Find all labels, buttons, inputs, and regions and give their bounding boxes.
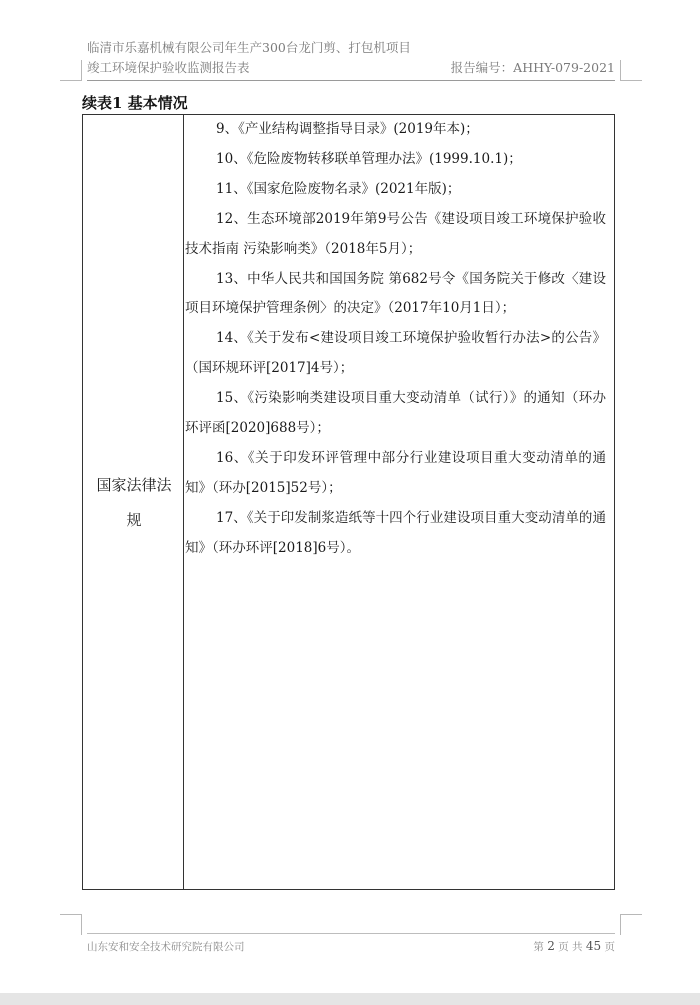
basic-info-table	[82, 114, 615, 890]
law-item-11: 11、《国家危险废物名录》(2021年版)；	[216, 180, 461, 197]
page-header	[87, 38, 615, 78]
current-page-number: 2	[547, 939, 555, 953]
crop-mark-bottom-right-v	[620, 914, 621, 935]
crop-mark-bottom-right-h	[620, 914, 642, 915]
crop-mark-top-left-v	[81, 60, 82, 81]
page-counter	[533, 939, 615, 954]
section-title: 续表1 基本情况	[82, 94, 188, 112]
table-label-column	[83, 115, 184, 889]
page-prefix: 第	[533, 941, 544, 953]
table-content-column	[185, 115, 606, 564]
total-pages: 45	[585, 939, 602, 953]
law-item-12: 12、生态环境部2019年第9号公告《建设项目竣工环境保护验收技术指南 污染影响类》（2018年5月）；	[185, 210, 606, 257]
law-item-14: 14、《关于发布<建设项目竣工环境保护验收暂行办法>的公告》（国环规环评[2017]4号）；	[185, 330, 606, 377]
page-suffix: 页	[604, 941, 615, 953]
law-item-17: 17、《关于印发制浆造纸等十四个行业建设项目重大变动清单的通知》（环办环评[2018]6号）。	[185, 509, 606, 556]
header-project-title: 临清市乐嘉机械有限公司年生产300台龙门剪、打包机项目	[87, 40, 411, 55]
crop-mark-bottom-left-h	[60, 914, 82, 915]
viewer-bottom-band	[0, 993, 700, 1005]
header-report-line	[87, 58, 615, 78]
page-mid: 页 共	[558, 941, 583, 953]
law-item-9: 9、《产业结构调整指导目录》(2019年本)；	[216, 121, 479, 137]
crop-mark-top-right-h	[620, 80, 642, 81]
footer-company: 山东安和安全技术研究院有限公司	[87, 941, 245, 953]
footer-divider	[87, 933, 615, 934]
page-footer	[87, 939, 615, 955]
law-item-10: 10、《危险废物转移联单管理办法》(1999.10.1)；	[216, 150, 522, 167]
crop-mark-top-left-h	[60, 80, 82, 81]
law-item-13: 13、中华人民共和国国务院 第682号令《国务院关于修改〈建设项目环境保护管理条例〉的决定》（2017年10月1日）；	[185, 270, 606, 317]
law-item-16: 16、《关于印发环评管理中部分行业建设项目重大变动清单的通知》（环办[2015]52号）；	[185, 449, 606, 496]
row-label-national-laws: 国家法律法规	[96, 476, 172, 529]
crop-mark-bottom-left-v	[81, 914, 82, 935]
header-report-type: 竣工环境保护验收监测报告表	[87, 60, 250, 75]
header-divider	[87, 80, 615, 81]
crop-mark-top-right-v	[620, 60, 621, 81]
header-report-number: 报告编号：AHHY-079-2021	[450, 60, 615, 75]
law-item-15: 15、《污染影响类建设项目重大变动清单（试行）》的通知（环办环评函[2020]688号）；	[185, 390, 606, 437]
